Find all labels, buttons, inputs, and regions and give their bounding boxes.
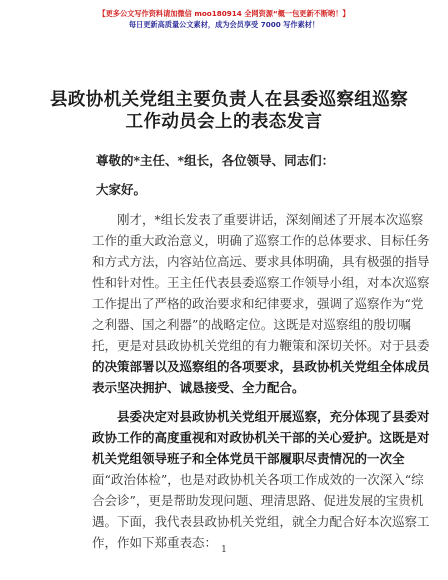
banner-line-promo: 【更多公文写作资料请加微信 moo180914 全网资源“概一包更新不断哟！】 — [98, 9, 350, 18]
paragraph-line: 托，更是对县政协机关党组的有力鞭策和深切关怀。对于县委 — [92, 338, 430, 353]
paragraph-line: 机关党组领导班子和全体党员干部履职尽责情况的一次全 — [92, 451, 405, 466]
header-banner — [0, 8, 448, 30]
paragraph-line: 之利器、国之利器”的战略定位。这既是对巡察组的殷切嘱 — [92, 317, 411, 332]
salutation: 尊敬的*主任、*组长，各位领导、同志们： — [96, 153, 335, 168]
paragraph-line: 的决策部署以及巡察组的各项要求，县政协机关党组全体成员 — [92, 359, 430, 374]
paragraph-line: 面“政治体检”，也是对政协机关各项工作成效的一次深入“综 — [92, 472, 424, 487]
paragraph-line: 工作的重大政治意义，明确了巡察工作的总体要求、目标任务 — [92, 233, 430, 248]
paragraph-1 — [92, 209, 430, 398]
banner-line-membership: 每日更新高质量公文素材，成为会员享受 7000 写作素材！ — [128, 20, 320, 29]
greeting: 大家好。 — [96, 182, 147, 197]
paragraph-line: 县委决定对县政协机关党组开展巡察，充分体现了县委对 — [117, 409, 430, 424]
paragraph-2 — [92, 406, 430, 553]
paragraph-line: 作，作如下郑重表态： — [92, 535, 218, 550]
title-line-2: 工作动员会上的表态发言 — [125, 112, 323, 132]
paragraph-line: 和方式方法，内容站位高远、要求具体明确，具有极强的指导 — [92, 254, 430, 269]
paragraph-line: 合会诊”，更是帮助发现问题、理清思路、促进发展的宝贵机 — [92, 493, 424, 508]
paragraph-line: 遇。下面，我代表县政协机关党组，就全力配合好本次巡察工 — [92, 514, 430, 529]
paragraph-line: 政协工作的高度重视和对政协机关干部的关心爱护。这既是对 — [92, 430, 430, 445]
paragraph-line: 性和针对性。王主任代表县委巡察工作领导小组，对本次巡察 — [92, 275, 430, 290]
document-body — [92, 151, 430, 553]
title-line-1: 县政协机关党组主要负责人在县委巡察组巡察 — [50, 90, 408, 110]
page-number: 1 — [221, 545, 227, 555]
paragraph-line: 刚才，*组长发表了重要讲话，深刻阐述了开展本次巡察 — [117, 212, 424, 227]
paragraph-line: 表示坚决拥护、诚恳接受、全力配合。 — [92, 380, 305, 395]
paragraph-line: 工作提出了严格的政治要求和纪律要求，强调了巡察作为“党 — [92, 296, 424, 311]
document-title — [50, 89, 408, 133]
